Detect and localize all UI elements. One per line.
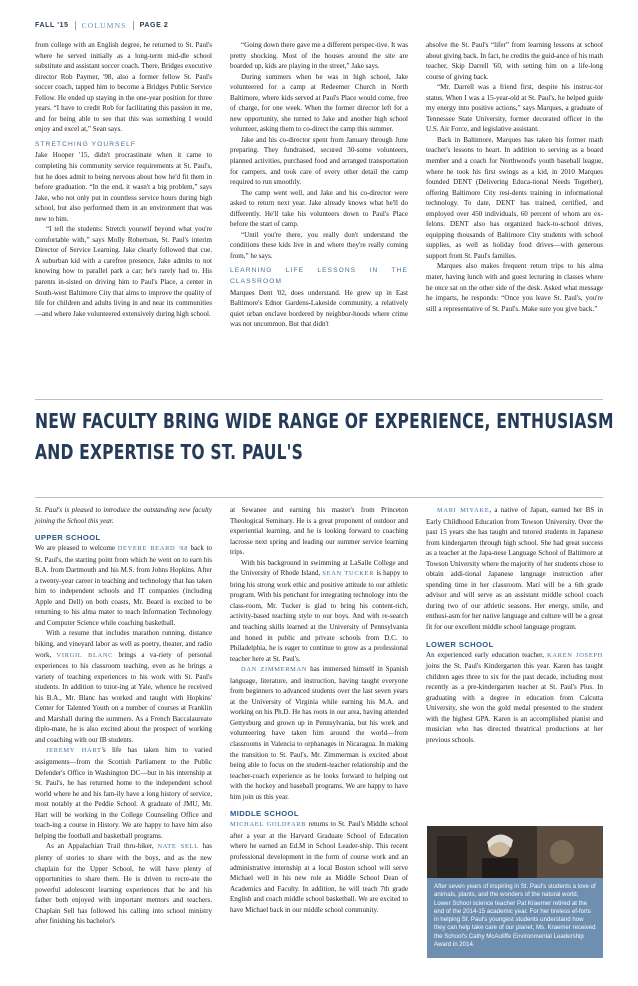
paragraph: Marques also makes frequent return trips to his alma mater, having lunch with and guest lecturing in classes where he once sat on the other side of the desk. Asked what message he imparts, he responds: “Once you leave St. Paul's, you're still a representative of St. Paul's. Make sure you give back.” <box>426 262 603 313</box>
photo-illustration <box>427 826 603 878</box>
faculty-name: JEREMY HART <box>46 747 102 755</box>
faculty-name: DAN ZIMMERMAN <box>241 666 308 674</box>
paragraph: Jake and his co-director spent from January through June preparing. They fundraised, secured 30-some volunteers, planned activities, purchased food and arranged transportation for campers, and took care of every other detail the camp required to run smoothly. <box>230 135 408 187</box>
page-number: PAGE 2 <box>139 21 169 29</box>
photo-caption: After seven years of inspiring in St. Paul's students a love of animals, plants, and the wonders of the natural world, Lower School science teacher Pat Kraemer retired at the end of the 2014-15 academic year. For her tireless ef-forts in helping St. Paul's youngest students understand how they can help take care of our planet, Ms. Kraemer received the School's Cathy McAuliffe Environmental Leadership Award in 2014. <box>427 878 603 958</box>
paragraph: With his background in swimming at LaSalle College and the University of Rhode Island, SEAN TUCKER is happy to bring his strong work ethic and positive attitude to our athletic program. With his penchant for integrating technology into the class-room, Mr. Tucker is glad to bring his content-rich, activity-based teaching style to our boys. And with re-search and teaching skills learned at the University of Pennsylvania and honed in public and private schools from D.C. to Philadelphia, he is eager to continue to grow as a professional teacher here at St. Paul's. <box>230 558 409 663</box>
paragraph: With a resume that includes marathon running, distance biking, and vineyard labor as well as poetry, theater, and radio work, VIRGIL BLANC brings a va-riety of personal experiences to his classroom teaching, even as he brings a variety of teaching experiences to his work with St. Paul's students. In addition to tutor-ing at Yale, whence he received his B.A., Mr. Blanc has worked and taught with Hopkins' Center for Talented Youth on a number of courses at Franklin and Marshall during the summers. As a French Baccalaureate diplo-mate, he is also excited about the prospect of working and coaching with our IB students. <box>35 629 212 744</box>
paragraph: As an Appalachian Trail thru-hiker, NATE SELL has plenty of stories to share with the boys, and as the new chaplain for the Upper School, he will have plenty of opportunities to share them. He is driven to recre-ate the powerful adolescent learning experiences that he and his father both enjoyed with important mentors and teachers. Chaplain Sell has followed his calling into school ministry after finishing his bachelor's <box>35 842 212 926</box>
headline-line-2: AND EXPERTISE TO ST. PAUL'S <box>35 440 303 464</box>
faculty-name: VIRGIL BLANC <box>56 651 114 659</box>
page-header <box>35 19 168 31</box>
top-column-1 <box>35 40 212 319</box>
header-divider <box>133 21 134 30</box>
paragraph: MICHAEL GOLDFARB returns to St. Paul's Middle school after a year at the Harvard Graduate School of Education where he earned an Ed.M in School Leader-ship. This recent professional development in the form of course work and an administrative internship at a local Boston school will serve Michael well in his new role as Middle School Dean of Academics and Faculty. In addition, he will teach 7th grade English and coach middle school basketball. We are excited to have Michael back in our middle school community. <box>230 820 408 914</box>
top-column-3 <box>426 40 603 314</box>
article-headline <box>35 406 614 468</box>
paragraph: “Going down there gave me a different perspec-tive. It was pretty shocking. Most of the houses around the site are boarded up, kids are playing in the street,” Jake says. <box>230 41 408 71</box>
subheading-stretching-yourself: STRETCHING YOURSELF <box>35 140 137 148</box>
bottom-column-1 <box>35 505 212 927</box>
headline-line-1: NEW FACULTY BRING WIDE RANGE OF EXPERIENCE, ENTHUSIASM <box>35 409 614 433</box>
divider-line <box>35 399 603 400</box>
paragraph: Marques Dent '02, does understand. He grew up in East Baltimore's Ednor Gardens-Lakeside community, a relatively quiet urban enclave bordered by neighbor-hoods where crime was not uncommon. But that didn't <box>230 288 408 329</box>
paragraph: The camp went well, and Jake and his co-director were asked to return next year. Jake already knows what he'll do differently. He'll take his volunteers down to Paul's Place before the start of camp. <box>230 188 408 229</box>
faculty-name: NATE SELL <box>157 843 199 851</box>
paragraph: Jake Hooper '15, didn't procrastinate when it came to completing his community service requirements at St. Paul's, but he does admit to being nervous about how he'd fit them in before graduation. “In the end, it wasn't a big problem,” says Jake, who not only put in countless service hours during high school, but also performed them in an environment that was new to him. <box>35 151 212 223</box>
paragraph: absolve the St. Paul's “lifer” from learning lessons at school about giving back. In fact, he credits the guid-ance of his math teacher, Skip Darrell '60, with setting him on a life-long course of giving back. <box>426 41 603 81</box>
paragraph: MARI MIYAKE, a native of Japan, earned her BS in Early Childhood Education from Towson University. Over the past 15 years she has taught and tutored students in Japanese from kindergarten through high school. She had great success as a teacher at the Japa-nese Language School of Baltimore at Towson University where the majority of her students chose to obtain addi-tional Japanese language instruction after spending time in her classroom. Mari will be a 6th grade advisor and will serve as an assistant middle school coach during two of our athletic seasons. Her energy, smile, and enthusi-asm for her native language and culture will be a great fit for our excellent middle school language program. <box>426 506 604 632</box>
divider-line <box>35 497 603 498</box>
paragraph: “Mr. Darrell was a friend first, despite his instruc-tor status. When I was a 15-year-old at St. Paul's, he helped guide my energy into positive actions,” says Marques, a graduate of Tennessee State University, former decorated officer in the U.S. Air Force, and legislative assistant. <box>426 83 603 134</box>
paragraph: We are pleased to welcome DEVERE BEARD '88 back to St. Paul's, the starting point from which he went on to earn his B.A. from Dartmouth and his M.S. from Johns Hopkins. After a twenty-year career in teaching and technology that has taken him to independent schools and IT companies (including Apple and Dell) on both coasts, Mr. Beard is excited to be returning to his alma mater to teach Information Technology and Computer Science while coaching basketball. <box>35 544 213 627</box>
paragraph: “Until you're there, you really don't understand the conditions these kids live in and where they're really coming from,” he says. <box>230 230 408 260</box>
issue-label: FALL '15 <box>35 21 69 29</box>
paragraph: DAN ZIMMERMAN has immersed himself in Spanish language, literature, and instruction, having taught everyone from beginners to advanced students over the last seven years at the University of Virginia while earning his M.A. and working on his Ph.D. He has roots in our area, having attended Gettysburg and grown up in Pennsylvania, but his work and volunteering have taken him around the world—from classrooms in Valencia to orphanages in Nicaragua. In making the transition to St. Paul's, Mr. Zimmerman is excited about being able to focus on the student-teacher relationship and the teacher-coach experience as he looks forward to helping out with the hockey and baseball programs. We are happy to have him join us this year. <box>230 665 408 801</box>
subheading-upper-school: UPPER SCHOOL <box>35 533 101 543</box>
faculty-name: KAREN JOSEPH <box>547 651 603 659</box>
paragraph: Back in Baltimore, Marques has taken his former math teacher's lessons to heart. In addition to serving as a board member and a coach for Northwood's youth baseball league, where he took his first swings as a kid, in 2010 Marques founded DENT (Delivering Educa-tional Needs Together), offering Baltimore City resi-dents training in informational technology. To date, DENT has trained, certified, and employed over 450 individuals, 60 percent of whom are ex-felons. DENT also has organized back-to-school drives, equipping thousands of Baltimore City students with school supplies, as well as holiday food drives—with generous support from St. Paul's families. <box>426 135 603 260</box>
intro-text: St. Paul's is pleased to introduce the outstanding new faculty joining the School this year. <box>35 506 212 525</box>
subheading-middle-school: MIDDLE SCHOOL <box>230 809 299 819</box>
bottom-column-2 <box>230 505 408 915</box>
bottom-column-3 <box>426 505 603 745</box>
faculty-name: DEVERE BEARD '88 <box>117 545 189 553</box>
subheading-life-lessons: LEARNING LIFE LESSONS IN THE CLASSROOM <box>230 267 408 286</box>
faculty-name: MICHAEL GOLDFARB <box>230 821 307 829</box>
section-label: COLUMNS <box>81 20 127 30</box>
paragraph: An experienced early education teacher, KAREN JOSEPH joins the St. Paul's Kindergarten this year. Karen has taught children ages three to six for the past decade, including most recently as a pre-kindergarten teacher at St. Paul's Plus. In graduating with a degree in education from Calcutta University, she won the gold medal presented to the student with the highest GPA. Karen is an accomplished pianist and musician who has directed theatrical productions at her previous schools. <box>426 650 603 744</box>
subheading-lower-school: LOWER SCHOOL <box>426 639 494 649</box>
top-column-2 <box>230 40 408 330</box>
paragraph: “I tell the students: Stretch yourself beyond what you're comfortable with,” says Molly Robertson, St. Paul's interim Director of Service Learning. Jake clearly followed that cue. A suburban kid with a carefree presence, Jake admits to not knowing how to parallel park a car; he's rarely had to. His parents in-sisted on driving him to Paul's Place, a center in South-west Baltimore City that aims to improve the quality of life for children and adults living in and near its communities—and where Jake volunteered extensively during high school. <box>35 225 212 318</box>
paragraph: from college with an English degree, he returned to St. Paul's where he served initially as a long-term mid-dle school substitute and assistant soccer coach. There, Bridges executive director Rob Paymer, '98, also a former fellow St. Paul's soccer coach, tapped him to become a Bridges Public Service Fellow. He ended up staying in the one-year position for three years. “I have to credit Rob for facilitating this passion in me, and for being able to see that this was something I would enjoy and excel at,” Sean says. <box>35 41 212 134</box>
paragraph: During summers when he was in high school, Jake volunteered for a camp at Redeemer Church in North Baltimore, where kids served at Paul's Place would come, free of charge, for one week. When the former director left for a new opportunity, she turned to Jake and another high school volunteer, asking them to co-direct the camp this summer. <box>230 72 408 134</box>
faculty-name: SEAN TUCKER <box>322 570 375 578</box>
header-divider <box>75 21 76 30</box>
faculty-name: MARI MIYAKE <box>437 507 490 514</box>
paragraph: at Sewanee and earning his master's from Princeton Theological Seminary. He is a great proponent of outdoor and experiential learning, and he is looking forward to coaching lacrosse next spring and leading our summer service learning trips. <box>230 506 408 557</box>
paragraph: JEREMY HART's life has taken him to varied assignments—from the Scottish Parliament to the Public Defender's Office in Washington DC—but in his internship at St. Paul's, he has returned home to the independent school world where he and his fam-ily have a long history of service, most notably at the Peddie School. A graduate of JMU, Mr. Hart will be working in the College Counseling Office and teach-ing a course in History. We are happy to have him also helping the football and basketball programs. <box>35 746 212 840</box>
